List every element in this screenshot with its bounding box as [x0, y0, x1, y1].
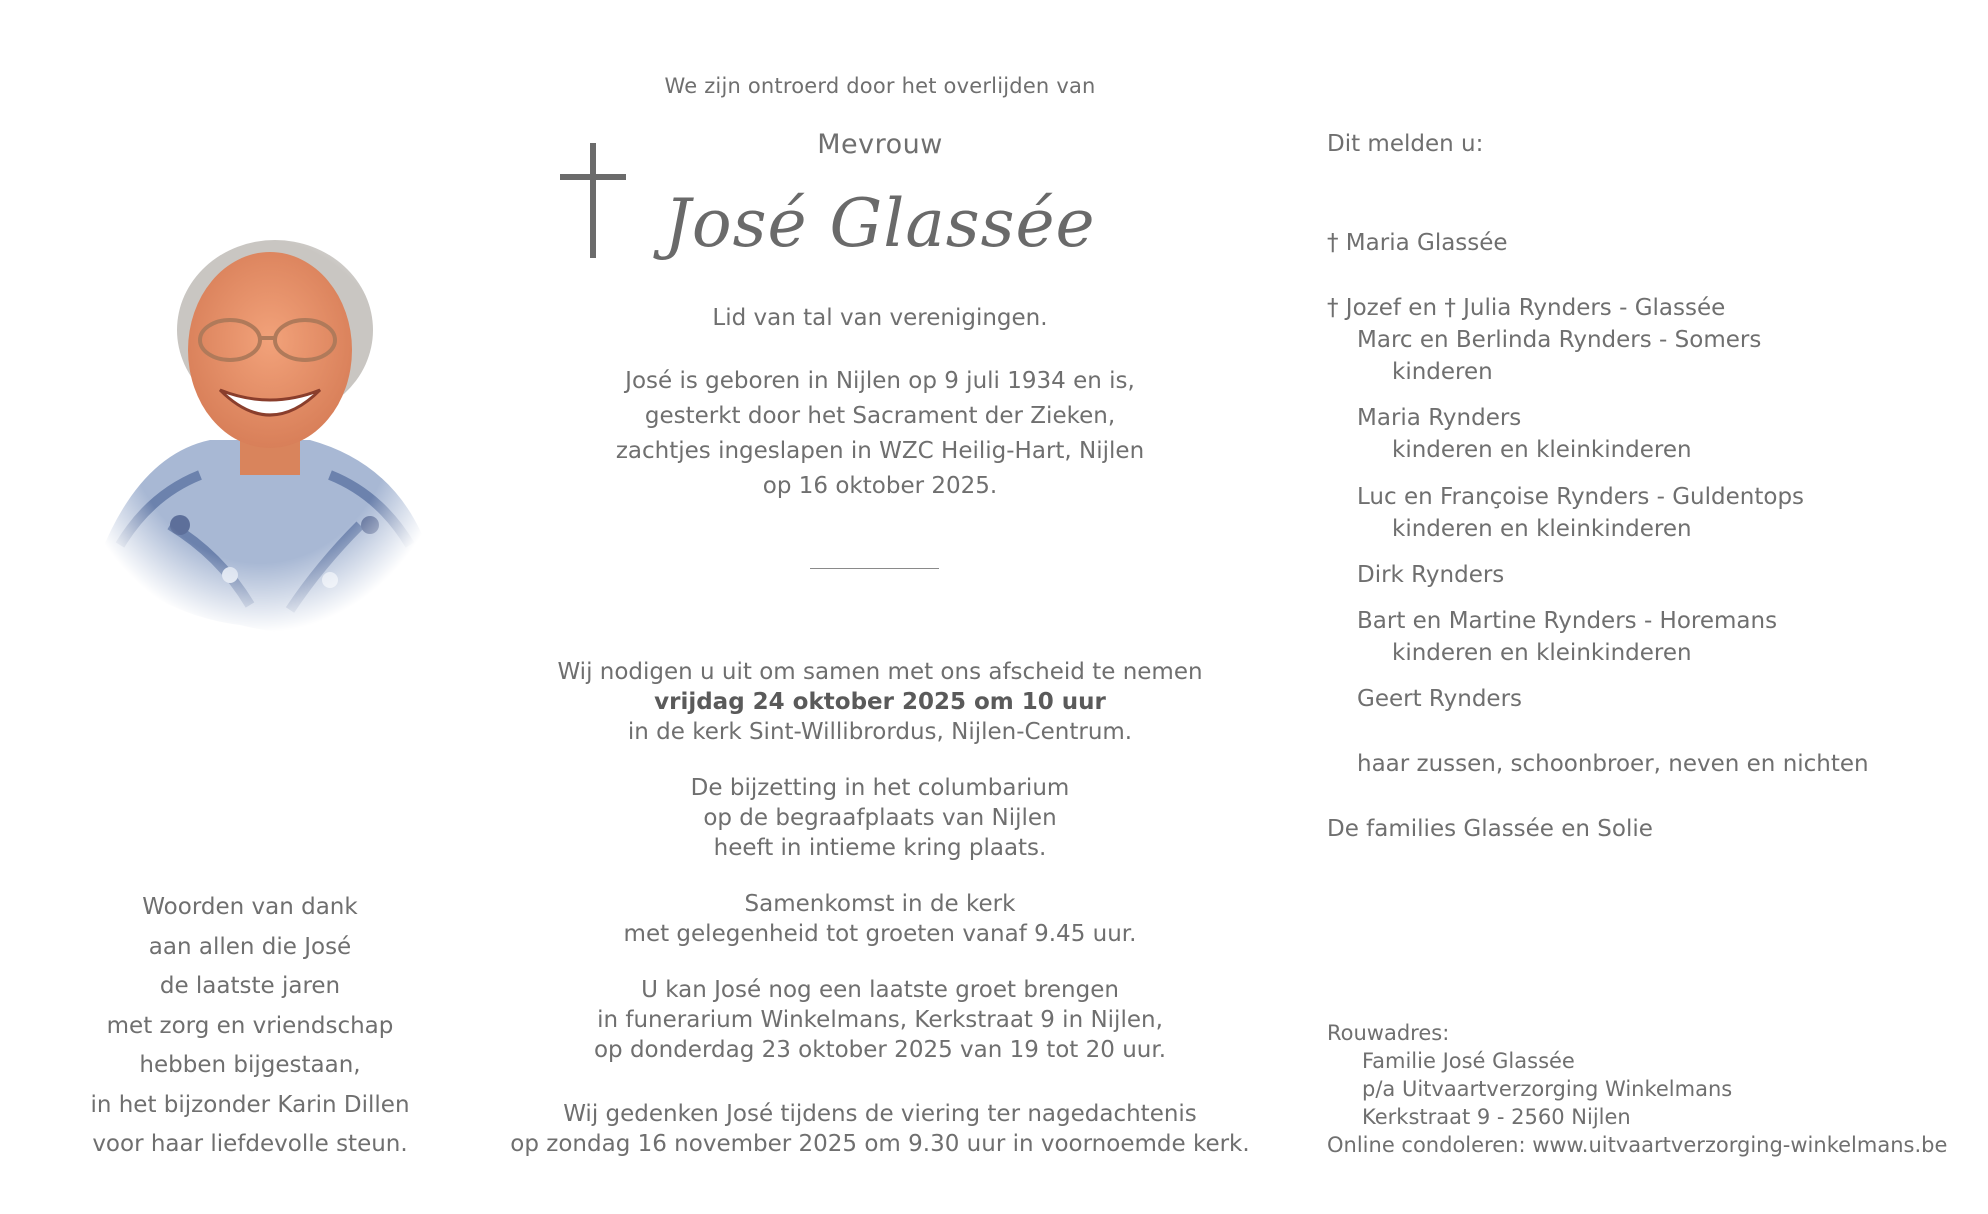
farewell-line: U kan José nog een laatste groet brengen	[641, 977, 1119, 1003]
born-line: gesterkt door het Sacrament der Zieken,	[644, 403, 1116, 429]
burial-line: op de begraafplaats van Nijlen	[703, 805, 1057, 831]
thanks-line: de laatste jaren	[159, 973, 341, 999]
address-line: Familie José Glassée	[1362, 1049, 1575, 1073]
thanks-line: met zorg en vriendschap	[106, 1012, 394, 1039]
family-member: Maria Rynders	[1357, 405, 1522, 431]
farewell-line: op donderdag 23 oktober 2025 van 19 tot 20 uur.	[593, 1037, 1167, 1063]
family-member: Luc en Françoise Rynders - Guldentops	[1357, 484, 1805, 510]
farewell-paragraph	[520, 975, 1240, 1065]
address-label: Rouwadres:	[1327, 1021, 1450, 1045]
address-line: Kerkstraat 9 - 2560 Nijlen	[1362, 1105, 1631, 1129]
family-member-sub: kinderen en kleinkinderen	[1392, 437, 1692, 463]
membership-text: Lid van tal van verenigingen.	[712, 305, 1048, 331]
farewell-line: in funerarium Winkelmans, Kerkstraat 9 in Nijlen,	[597, 1007, 1163, 1033]
born-line: op 16 oktober 2025.	[762, 473, 998, 499]
burial-line: De bijzetting in het columbarium	[690, 775, 1070, 801]
intro-text: We zijn ontroerd door het overlijden van	[664, 74, 1096, 98]
family-heading: Dit melden u:	[1327, 131, 1484, 157]
family-member-sub: kinderen en kleinkinderen	[1392, 640, 1692, 666]
family-member: De families Glassée en Solie	[1327, 816, 1653, 842]
deceased-name: José Glassée	[664, 185, 1096, 262]
gathering-line: met gelegenheid tot groeten vanaf 9.45 uur.	[623, 921, 1137, 947]
birth-death-paragraph	[560, 364, 1200, 504]
family-member: † Jozef en † Julia Rynders - Glassée	[1327, 295, 1726, 321]
family-member: Geert Rynders	[1357, 686, 1523, 712]
family-member: haar zussen, schoonbroer, neven en nichten	[1357, 751, 1869, 777]
ceremony-date: vrijdag 24 oktober 2025 om 10 uur	[654, 689, 1106, 715]
family-member: Marc en Berlinda Rynders - Somers	[1357, 327, 1762, 353]
thanks-line: voor haar liefdevolle steun.	[92, 1131, 408, 1157]
family-member: † Maria Glassée	[1327, 230, 1508, 256]
family-member: Dirk Rynders	[1357, 562, 1505, 588]
burial-paragraph	[520, 773, 1240, 863]
gathering-line: Samenkomst in de kerk	[744, 891, 1016, 917]
divider-line	[810, 568, 939, 569]
thanks-paragraph	[60, 888, 440, 1165]
address-line: p/a Uitvaartverzorging Winkelmans	[1362, 1077, 1733, 1101]
thanks-line: aan allen die José	[148, 933, 352, 960]
honorific: Mevrouw	[817, 129, 943, 160]
family-member: Bart en Martine Rynders - Horemans	[1357, 608, 1778, 634]
gathering-paragraph	[520, 889, 1240, 949]
remembrance-line: Wij gedenken José tijdens de viering ter nagedachtenis	[563, 1101, 1197, 1127]
family-member-sub: kinderen	[1392, 359, 1493, 385]
thanks-line: hebben bijgestaan,	[139, 1052, 361, 1078]
remembrance-line: op zondag 16 november 2025 om 9.30 uur in voornoemde kerk.	[510, 1131, 1250, 1157]
invitation-line: in de kerk Sint-Willibrordus, Nijlen-Centrum.	[627, 719, 1133, 745]
cross-icon-bar	[560, 174, 626, 180]
born-line: José is geboren in Nijlen op 9 juli 1934 en is,	[625, 368, 1135, 394]
online-condolence-link[interactable]: Online condoleren: www.uitvaartverzorging-winkelmans.be	[1327, 1133, 1948, 1157]
thanks-line: Woorden van dank	[142, 894, 358, 920]
portrait-photo	[80, 225, 440, 645]
remembrance-paragraph	[490, 1099, 1270, 1159]
burial-line: heeft in intieme kring plaats.	[713, 835, 1047, 861]
born-line: zachtjes ingeslapen in WZC Heilig-Hart, Nijlen	[615, 438, 1145, 464]
family-member-sub: kinderen en kleinkinderen	[1392, 516, 1692, 542]
thanks-line: in het bijzonder Karin Dillen	[90, 1091, 410, 1118]
invitation-paragraph	[520, 657, 1240, 747]
invitation-line: Wij nodigen u uit om samen met ons afscheid te nemen	[557, 659, 1203, 685]
